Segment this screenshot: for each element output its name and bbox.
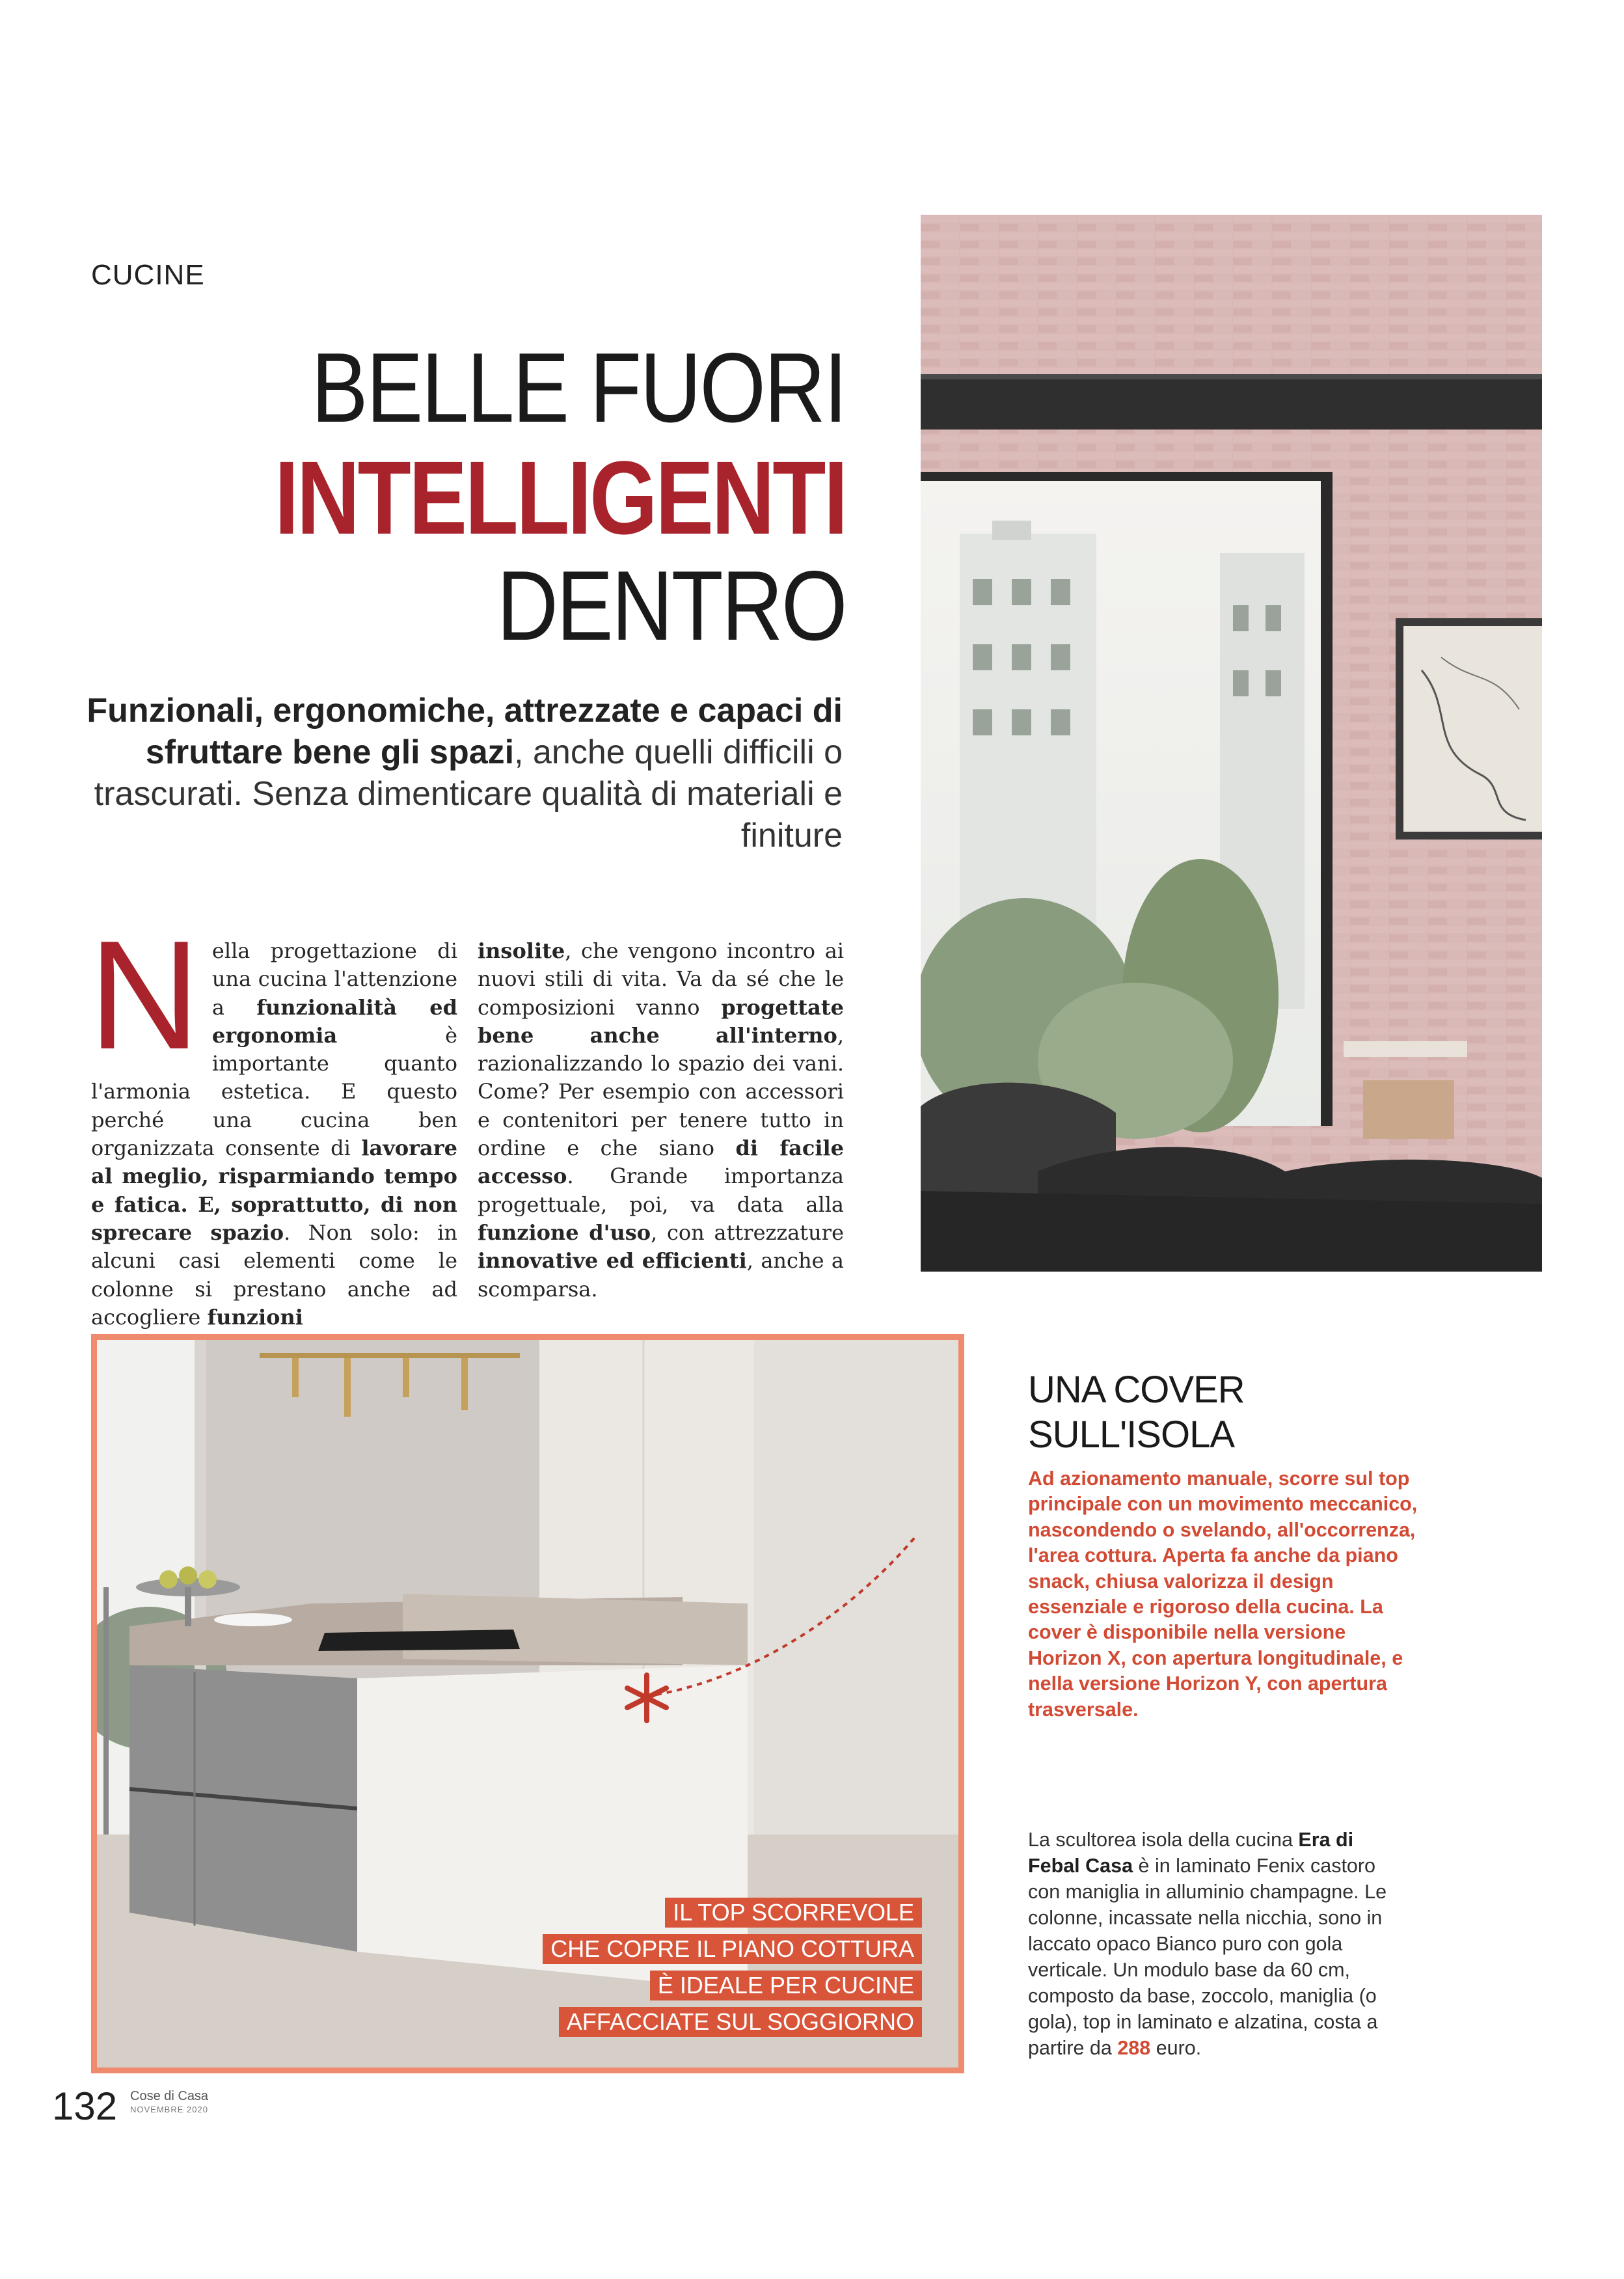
desc-text: La scultorea isola della cucina [1028,1829,1299,1851]
magazine-name: Cose di Casa [130,2089,209,2103]
body-bold: insolite [478,938,565,963]
photo-caption-1: IL TOP SCORREVOLE [665,1898,922,1928]
body-column-2 [478,937,844,1303]
subtitle-rest: , anche quelli difficili o trascurati. Senza dimenticare qualità di materiali e finiture [94,733,843,854]
body-text: . Non solo: in alcuni casi elementi come le colonne si prestano anche ad accogliere [91,1220,458,1330]
subtitle-bold: Funzionali, ergonomiche, attrezzate e capaci di sfruttare bene gli spazi [87,692,843,771]
body-bold: innovative ed efficienti [478,1248,747,1274]
body-bold: funzioni [207,1304,303,1330]
section-label: CUCINE [91,259,205,291]
body-text: è importante quanto l'armonia estetica. E questo perché una cucina ben organizzata consente di [91,1022,457,1161]
desc-product-name: Era di Febal Casa [1028,1829,1354,1877]
sidebar-highlight: Ad azionamento manuale, scorre sul top principale con un movimento meccanico, nascondendo o svelando, all'occorrenza, l'area cottura. Aperta fa anche da piano snack, chiusa valorizza il design essenziale e rigoroso della cucina. La cover è disponibile nella versione Horizon X, con apertura longitudinale, e nella versione Horizon Y, con apertura trasversale. [1028,1467,1418,1721]
sidebar-title-line-2: SULL'ISOLA [1028,1413,1235,1456]
title-line-1: BELLE FUORI [311,333,846,443]
photo-caption-2: CHE COPRE IL PIANO COTTURA [543,1934,922,1964]
desc-text: euro. [1150,2037,1202,2059]
body-text: , razionalizzando lo spazio dei vani. Come? Per esempio con accessori e contenitori per tenere tutto in ordine e che siano [478,1022,844,1161]
body-column-1 [88,909,458,1331]
sidebar-title-line-1: UNA COVER [1028,1369,1245,1411]
body-bold: funzionalità ed ergonomia [211,994,457,1048]
desc-price: 288 [1117,2037,1151,2059]
magazine-issue: NOVEMBRE 2020 [130,2105,208,2114]
body-bold: progettate bene anche all'interno [478,994,844,1048]
living-room-illustration [921,215,1542,1272]
photo-caption-4: AFFACCIATE SUL SOGGIORNO [559,2007,922,2037]
page-number: 132 [52,2084,118,2128]
body-text: ella progettazione di una cucina l'attenzione a [211,938,457,1020]
title-line-2: INTELLIGENTI [274,439,846,556]
dropcap: N [88,909,200,1082]
body-text: , anche a scomparsa. [478,1248,844,1302]
subtitle [78,690,843,856]
kitchen-photo-frame [91,1334,964,2073]
living-room-photo [921,215,1542,1272]
asterisk-icon [627,1675,666,1721]
body-text: . Grande importanza progettuale, poi, va data alla [478,1164,844,1217]
photo-caption-3: È IDEALE PER CUCINE [650,1971,922,2000]
sidebar-description [1028,1827,1405,2061]
desc-text: è in laminato Fenix castoro con maniglia in alluminio champagne. Le colonne, incassate nella nicchia, sono in laccato opaco Bianco puro con gola verticale. Un modulo base da 60 cm, composto da base, zoccolo, maniglia (o gola), top in laminato e alzatina, costa a partire da [1028,1855,1387,2059]
title-line-3: DENTRO [496,551,846,661]
body-bold: di facile accesso [478,1136,845,1189]
body-text: , che vengono incontro ai nuovi stili di vita. Va da sé che le composizioni vanno [478,938,844,1020]
body-bold: lavorare al meglio, risparmiando tempo e fatica. E, soprattutto, di non sprecare spazio [91,1136,457,1245]
body-bold: funzione d'uso [478,1220,651,1245]
body-text: , con attrezzature [651,1220,845,1245]
